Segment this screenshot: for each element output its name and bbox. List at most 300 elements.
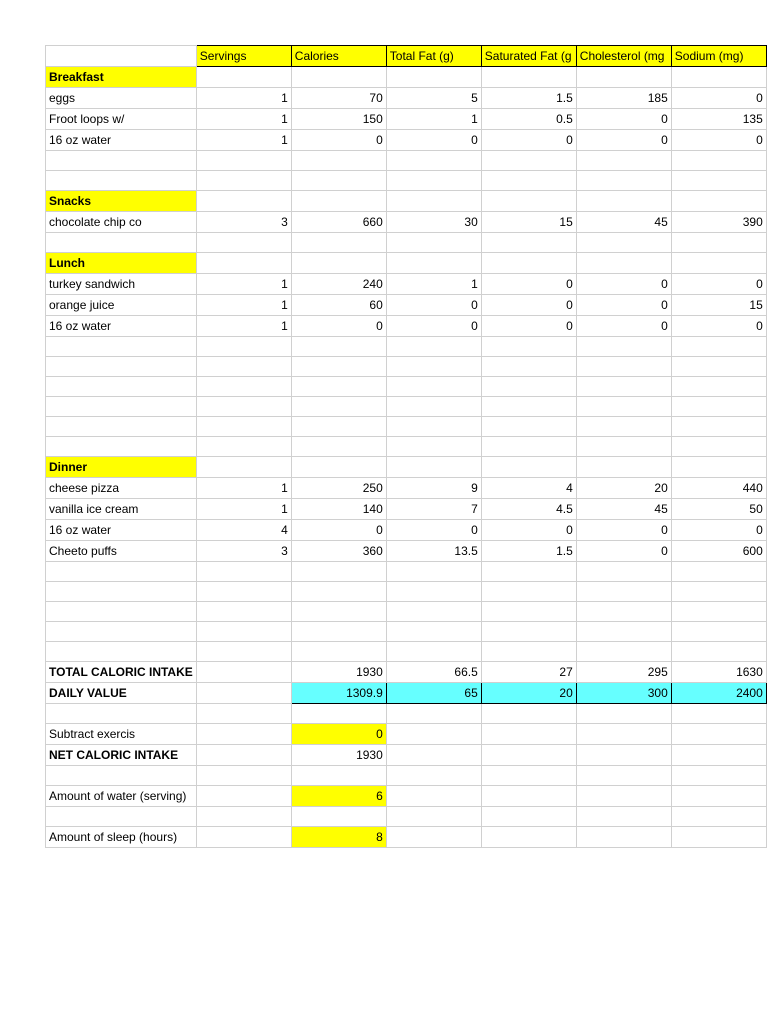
- empty-cell[interactable]: [671, 827, 766, 848]
- empty-cell[interactable]: [291, 437, 386, 457]
- food-label[interactable]: eggs: [46, 88, 197, 109]
- food-value[interactable]: 4: [196, 520, 291, 541]
- total-value[interactable]: 1630: [671, 662, 766, 683]
- empty-cell[interactable]: [386, 622, 481, 642]
- food-value[interactable]: 0: [576, 274, 671, 295]
- food-value[interactable]: 0: [576, 520, 671, 541]
- empty-cell[interactable]: [576, 357, 671, 377]
- empty-cell[interactable]: [386, 337, 481, 357]
- food-label[interactable]: 16 oz water: [46, 316, 197, 337]
- food-value[interactable]: 1: [386, 109, 481, 130]
- water-row: [46, 786, 767, 807]
- empty-cell[interactable]: [576, 827, 671, 848]
- empty-cell[interactable]: [386, 417, 481, 437]
- empty-cell[interactable]: [291, 562, 386, 582]
- empty-cell[interactable]: [481, 807, 576, 827]
- food-label[interactable]: turkey sandwich: [46, 274, 197, 295]
- empty-cell[interactable]: [386, 766, 481, 786]
- food-value[interactable]: 0: [481, 295, 576, 316]
- empty-cell[interactable]: [291, 622, 386, 642]
- food-row: [46, 88, 767, 109]
- empty-cell[interactable]: [291, 704, 386, 724]
- empty-cell[interactable]: [481, 357, 576, 377]
- empty-cell[interactable]: [671, 724, 766, 745]
- food-value[interactable]: 0: [671, 316, 766, 337]
- food-value[interactable]: 0: [386, 295, 481, 316]
- empty-cell[interactable]: [291, 397, 386, 417]
- empty-cell[interactable]: [196, 807, 291, 827]
- section-row-dinner: [46, 457, 767, 478]
- food-value[interactable]: 4.5: [481, 499, 576, 520]
- empty-cell[interactable]: [481, 704, 576, 724]
- food-row: [46, 212, 767, 233]
- empty-cell[interactable]: [386, 253, 481, 274]
- empty-row: [46, 357, 767, 377]
- empty-cell[interactable]: [291, 417, 386, 437]
- empty-cell[interactable]: [291, 642, 386, 662]
- food-value[interactable]: 0: [576, 295, 671, 316]
- food-value[interactable]: 45: [576, 212, 671, 233]
- empty-cell[interactable]: [291, 67, 386, 88]
- empty-cell[interactable]: [576, 766, 671, 786]
- sleep-label[interactable]: Amount of sleep (hours): [46, 827, 197, 848]
- daily-value-row: [46, 683, 767, 704]
- food-value[interactable]: 1: [196, 109, 291, 130]
- section-title-snacks[interactable]: Snacks: [46, 191, 197, 212]
- col-header-cholesterol[interactable]: Cholesterol (mg: [576, 46, 671, 67]
- empty-cell[interactable]: [386, 437, 481, 457]
- empty-cell[interactable]: [576, 622, 671, 642]
- empty-cell[interactable]: [671, 457, 766, 478]
- food-value[interactable]: 5: [386, 88, 481, 109]
- food-value[interactable]: 1.5: [481, 88, 576, 109]
- empty-cell[interactable]: [196, 662, 291, 683]
- food-row: [46, 295, 767, 316]
- food-value[interactable]: 30: [386, 212, 481, 233]
- daily-value-cell[interactable]: 1309.9: [291, 683, 386, 704]
- food-value[interactable]: 1: [196, 478, 291, 499]
- empty-cell[interactable]: [291, 377, 386, 397]
- empty-row: [46, 233, 767, 253]
- food-value[interactable]: 140: [291, 499, 386, 520]
- empty-cell[interactable]: [291, 171, 386, 191]
- empty-cell[interactable]: [291, 807, 386, 827]
- empty-cell[interactable]: [196, 704, 291, 724]
- empty-row: [46, 417, 767, 437]
- empty-cell[interactable]: [671, 337, 766, 357]
- empty-cell[interactable]: [576, 745, 671, 766]
- food-value[interactable]: 0: [481, 316, 576, 337]
- empty-cell[interactable]: [576, 253, 671, 274]
- food-value[interactable]: 440: [671, 478, 766, 499]
- empty-cell[interactable]: [671, 377, 766, 397]
- exercise-label[interactable]: Subtract exercis: [46, 724, 197, 745]
- empty-cell[interactable]: [196, 357, 291, 377]
- empty-cell[interactable]: [671, 397, 766, 417]
- food-label[interactable]: chocolate chip co: [46, 212, 197, 233]
- empty-cell[interactable]: [481, 457, 576, 478]
- food-value[interactable]: 1.5: [481, 541, 576, 562]
- section-row-snacks: [46, 191, 767, 212]
- empty-cell[interactable]: [291, 766, 386, 786]
- empty-cell[interactable]: [46, 377, 197, 397]
- empty-cell[interactable]: [46, 582, 197, 602]
- empty-cell[interactable]: [481, 233, 576, 253]
- empty-cell[interactable]: [386, 724, 481, 745]
- food-value[interactable]: 0.5: [481, 109, 576, 130]
- empty-cell[interactable]: [196, 67, 291, 88]
- empty-cell[interactable]: [46, 417, 197, 437]
- food-value[interactable]: 15: [671, 295, 766, 316]
- col-header-servings[interactable]: Servings: [196, 46, 291, 67]
- empty-cell[interactable]: [386, 642, 481, 662]
- food-row: [46, 130, 767, 151]
- food-label[interactable]: Froot loops w/: [46, 109, 197, 130]
- empty-cell[interactable]: [576, 437, 671, 457]
- food-value[interactable]: 1: [386, 274, 481, 295]
- empty-cell[interactable]: [196, 622, 291, 642]
- empty-cell[interactable]: [671, 642, 766, 662]
- empty-cell[interactable]: [481, 171, 576, 191]
- daily-value-label[interactable]: DAILY VALUE: [46, 683, 197, 704]
- empty-cell[interactable]: [386, 582, 481, 602]
- empty-cell[interactable]: [671, 233, 766, 253]
- food-value[interactable]: 240: [291, 274, 386, 295]
- food-value[interactable]: 1: [196, 316, 291, 337]
- food-value[interactable]: 600: [671, 541, 766, 562]
- food-value[interactable]: 390: [671, 212, 766, 233]
- col-header-saturated-fat[interactable]: Saturated Fat (g: [481, 46, 576, 67]
- daily-value-cell[interactable]: 2400: [671, 683, 766, 704]
- sleep-input[interactable]: 8: [291, 827, 386, 848]
- empty-cell[interactable]: [671, 622, 766, 642]
- empty-cell[interactable]: [46, 807, 197, 827]
- water-input[interactable]: 6: [291, 786, 386, 807]
- food-value[interactable]: 0: [576, 130, 671, 151]
- empty-cell[interactable]: [671, 602, 766, 622]
- food-value[interactable]: 15: [481, 212, 576, 233]
- food-label[interactable]: Cheeto puffs: [46, 541, 197, 562]
- empty-cell[interactable]: [386, 602, 481, 622]
- food-value[interactable]: 185: [576, 88, 671, 109]
- sleep-row: [46, 827, 767, 848]
- empty-cell[interactable]: [481, 397, 576, 417]
- empty-cell[interactable]: [671, 171, 766, 191]
- empty-cell[interactable]: [196, 582, 291, 602]
- empty-cell[interactable]: [291, 337, 386, 357]
- food-value[interactable]: 250: [291, 478, 386, 499]
- empty-cell[interactable]: [386, 745, 481, 766]
- food-label[interactable]: 16 oz water: [46, 130, 197, 151]
- empty-cell[interactable]: [481, 377, 576, 397]
- empty-cell[interactable]: [46, 397, 197, 417]
- empty-cell[interactable]: [671, 437, 766, 457]
- food-label[interactable]: cheese pizza: [46, 478, 197, 499]
- empty-cell[interactable]: [46, 233, 197, 253]
- empty-cell[interactable]: [481, 562, 576, 582]
- header-row: [46, 46, 767, 67]
- empty-cell[interactable]: [46, 562, 197, 582]
- empty-cell[interactable]: [576, 233, 671, 253]
- section-title-lunch[interactable]: Lunch: [46, 253, 197, 274]
- empty-row: [46, 704, 767, 724]
- section-title-dinner[interactable]: Dinner: [46, 457, 197, 478]
- empty-cell[interactable]: [196, 602, 291, 622]
- empty-cell[interactable]: [46, 602, 197, 622]
- food-value[interactable]: 70: [291, 88, 386, 109]
- empty-cell[interactable]: [386, 151, 481, 171]
- food-value[interactable]: 3: [196, 541, 291, 562]
- empty-cell[interactable]: [386, 171, 481, 191]
- empty-cell[interactable]: [481, 437, 576, 457]
- food-value[interactable]: 1: [196, 295, 291, 316]
- empty-cell[interactable]: [671, 562, 766, 582]
- empty-cell[interactable]: [46, 357, 197, 377]
- water-label[interactable]: Amount of water (serving): [46, 786, 197, 807]
- empty-cell[interactable]: [671, 417, 766, 437]
- food-value[interactable]: 60: [291, 295, 386, 316]
- empty-cell[interactable]: [196, 766, 291, 786]
- empty-cell[interactable]: [576, 807, 671, 827]
- daily-value-cell[interactable]: 300: [576, 683, 671, 704]
- empty-cell[interactable]: [386, 191, 481, 212]
- exercise-row: [46, 724, 767, 745]
- food-label[interactable]: vanilla ice cream: [46, 499, 197, 520]
- empty-cell[interactable]: [46, 437, 197, 457]
- empty-cell[interactable]: [196, 397, 291, 417]
- empty-cell[interactable]: [576, 724, 671, 745]
- net-value[interactable]: 1930: [291, 745, 386, 766]
- empty-cell[interactable]: [576, 602, 671, 622]
- food-value[interactable]: 0: [671, 130, 766, 151]
- total-value[interactable]: 1930: [291, 662, 386, 683]
- empty-cell[interactable]: [291, 151, 386, 171]
- empty-cell[interactable]: [386, 397, 481, 417]
- empty-cell[interactable]: [576, 377, 671, 397]
- empty-cell[interactable]: [196, 337, 291, 357]
- food-value[interactable]: 150: [291, 109, 386, 130]
- empty-cell[interactable]: [196, 253, 291, 274]
- food-row: [46, 499, 767, 520]
- empty-cell[interactable]: [576, 171, 671, 191]
- empty-row: [46, 437, 767, 457]
- net-label[interactable]: NET CALORIC INTAKE: [46, 745, 197, 766]
- empty-cell[interactable]: [46, 171, 197, 191]
- empty-cell[interactable]: [576, 417, 671, 437]
- empty-cell[interactable]: [671, 357, 766, 377]
- food-value[interactable]: 1: [196, 274, 291, 295]
- food-value[interactable]: 0: [671, 274, 766, 295]
- col-header-calories[interactable]: Calories: [291, 46, 386, 67]
- food-value[interactable]: 1: [196, 499, 291, 520]
- food-value[interactable]: 0: [481, 520, 576, 541]
- empty-cell[interactable]: [671, 67, 766, 88]
- empty-cell[interactable]: [576, 786, 671, 807]
- empty-cell[interactable]: [671, 253, 766, 274]
- food-value[interactable]: 0: [291, 316, 386, 337]
- empty-cell[interactable]: [196, 171, 291, 191]
- empty-cell[interactable]: [196, 724, 291, 745]
- empty-cell[interactable]: [291, 582, 386, 602]
- food-row: [46, 109, 767, 130]
- food-value[interactable]: 3: [196, 212, 291, 233]
- empty-cell[interactable]: [291, 602, 386, 622]
- food-row: [46, 274, 767, 295]
- empty-cell[interactable]: [576, 562, 671, 582]
- empty-cell[interactable]: [196, 827, 291, 848]
- empty-cell[interactable]: [291, 233, 386, 253]
- daily-value-cell[interactable]: 20: [481, 683, 576, 704]
- food-row: [46, 478, 767, 499]
- food-value[interactable]: 50: [671, 499, 766, 520]
- empty-cell[interactable]: [481, 337, 576, 357]
- empty-cell[interactable]: [481, 766, 576, 786]
- food-value[interactable]: 1: [196, 88, 291, 109]
- empty-cell[interactable]: [576, 642, 671, 662]
- empty-cell[interactable]: [196, 191, 291, 212]
- empty-cell[interactable]: [481, 151, 576, 171]
- empty-cell[interactable]: [196, 437, 291, 457]
- empty-cell[interactable]: [386, 827, 481, 848]
- total-value[interactable]: 66.5: [386, 662, 481, 683]
- food-value[interactable]: 7: [386, 499, 481, 520]
- empty-cell[interactable]: [671, 786, 766, 807]
- empty-cell[interactable]: [46, 337, 197, 357]
- empty-cell[interactable]: [481, 602, 576, 622]
- exercise-input[interactable]: 0: [291, 724, 386, 745]
- empty-cell[interactable]: [386, 357, 481, 377]
- empty-cell[interactable]: [576, 151, 671, 171]
- food-value[interactable]: 0: [576, 541, 671, 562]
- empty-cell[interactable]: [291, 357, 386, 377]
- empty-cell[interactable]: [481, 417, 576, 437]
- empty-cell[interactable]: [386, 377, 481, 397]
- empty-cell[interactable]: [671, 582, 766, 602]
- empty-cell[interactable]: [576, 191, 671, 212]
- empty-cell[interactable]: [46, 766, 197, 786]
- empty-cell[interactable]: [291, 457, 386, 478]
- section-row-breakfast: [46, 67, 767, 88]
- food-value[interactable]: 0: [671, 88, 766, 109]
- food-value[interactable]: 45: [576, 499, 671, 520]
- empty-cell[interactable]: [671, 807, 766, 827]
- section-title-breakfast[interactable]: Breakfast: [46, 67, 197, 88]
- empty-cell[interactable]: [46, 704, 197, 724]
- food-value[interactable]: 0: [576, 316, 671, 337]
- total-value[interactable]: 295: [576, 662, 671, 683]
- food-value[interactable]: 0: [671, 520, 766, 541]
- cell-header-blank[interactable]: [46, 46, 197, 67]
- empty-cell[interactable]: [576, 337, 671, 357]
- empty-cell[interactable]: [196, 377, 291, 397]
- food-value[interactable]: 0: [576, 109, 671, 130]
- empty-cell[interactable]: [386, 457, 481, 478]
- food-value[interactable]: 135: [671, 109, 766, 130]
- empty-cell[interactable]: [196, 562, 291, 582]
- empty-cell[interactable]: [46, 151, 197, 171]
- empty-cell[interactable]: [671, 766, 766, 786]
- empty-cell[interactable]: [386, 67, 481, 88]
- daily-value-cell[interactable]: 65: [386, 683, 481, 704]
- empty-cell[interactable]: [196, 786, 291, 807]
- empty-cell[interactable]: [386, 786, 481, 807]
- food-value[interactable]: 0: [386, 130, 481, 151]
- empty-cell[interactable]: [196, 642, 291, 662]
- food-value[interactable]: 660: [291, 212, 386, 233]
- empty-cell[interactable]: [576, 457, 671, 478]
- empty-cell[interactable]: [481, 191, 576, 212]
- empty-cell[interactable]: [671, 704, 766, 724]
- empty-cell[interactable]: [671, 191, 766, 212]
- total-label[interactable]: TOTAL CALORIC INTAKE: [46, 662, 197, 683]
- empty-cell[interactable]: [576, 704, 671, 724]
- empty-cell[interactable]: [386, 233, 481, 253]
- empty-cell[interactable]: [576, 582, 671, 602]
- empty-cell[interactable]: [481, 724, 576, 745]
- empty-cell[interactable]: [481, 622, 576, 642]
- empty-row: [46, 171, 767, 191]
- empty-cell[interactable]: [386, 562, 481, 582]
- empty-cell[interactable]: [576, 397, 671, 417]
- empty-cell[interactable]: [671, 151, 766, 171]
- food-label[interactable]: orange juice: [46, 295, 197, 316]
- empty-cell[interactable]: [196, 745, 291, 766]
- food-value[interactable]: 360: [291, 541, 386, 562]
- food-value[interactable]: 13.5: [386, 541, 481, 562]
- food-value[interactable]: 0: [291, 130, 386, 151]
- empty-cell[interactable]: [481, 827, 576, 848]
- empty-row: [46, 766, 767, 786]
- empty-cell[interactable]: [481, 786, 576, 807]
- food-value[interactable]: 0: [386, 316, 481, 337]
- empty-cell[interactable]: [291, 253, 386, 274]
- empty-cell[interactable]: [196, 233, 291, 253]
- empty-cell[interactable]: [481, 642, 576, 662]
- empty-cell[interactable]: [46, 642, 197, 662]
- empty-row: [46, 622, 767, 642]
- food-value[interactable]: 0: [386, 520, 481, 541]
- empty-cell[interactable]: [481, 253, 576, 274]
- empty-cell[interactable]: [481, 582, 576, 602]
- empty-cell[interactable]: [196, 417, 291, 437]
- empty-cell[interactable]: [386, 704, 481, 724]
- empty-row: [46, 397, 767, 417]
- empty-cell[interactable]: [196, 457, 291, 478]
- food-value[interactable]: 1: [196, 130, 291, 151]
- empty-row: [46, 562, 767, 582]
- empty-cell[interactable]: [291, 191, 386, 212]
- total-value[interactable]: 27: [481, 662, 576, 683]
- empty-cell[interactable]: [481, 745, 576, 766]
- food-value[interactable]: 9: [386, 478, 481, 499]
- food-label[interactable]: 16 oz water: [46, 520, 197, 541]
- col-header-sodium[interactable]: Sodium (mg): [671, 46, 766, 67]
- empty-cell[interactable]: [671, 745, 766, 766]
- empty-cell[interactable]: [46, 622, 197, 642]
- col-header-total-fat[interactable]: Total Fat (g): [386, 46, 481, 67]
- empty-cell[interactable]: [576, 67, 671, 88]
- empty-cell[interactable]: [386, 807, 481, 827]
- food-value[interactable]: 20: [576, 478, 671, 499]
- food-value[interactable]: 0: [481, 274, 576, 295]
- empty-cell[interactable]: [481, 67, 576, 88]
- food-value[interactable]: 0: [481, 130, 576, 151]
- food-value[interactable]: 0: [291, 520, 386, 541]
- food-value[interactable]: 4: [481, 478, 576, 499]
- empty-row: [46, 337, 767, 357]
- empty-cell[interactable]: [196, 151, 291, 171]
- empty-cell[interactable]: [196, 683, 291, 704]
